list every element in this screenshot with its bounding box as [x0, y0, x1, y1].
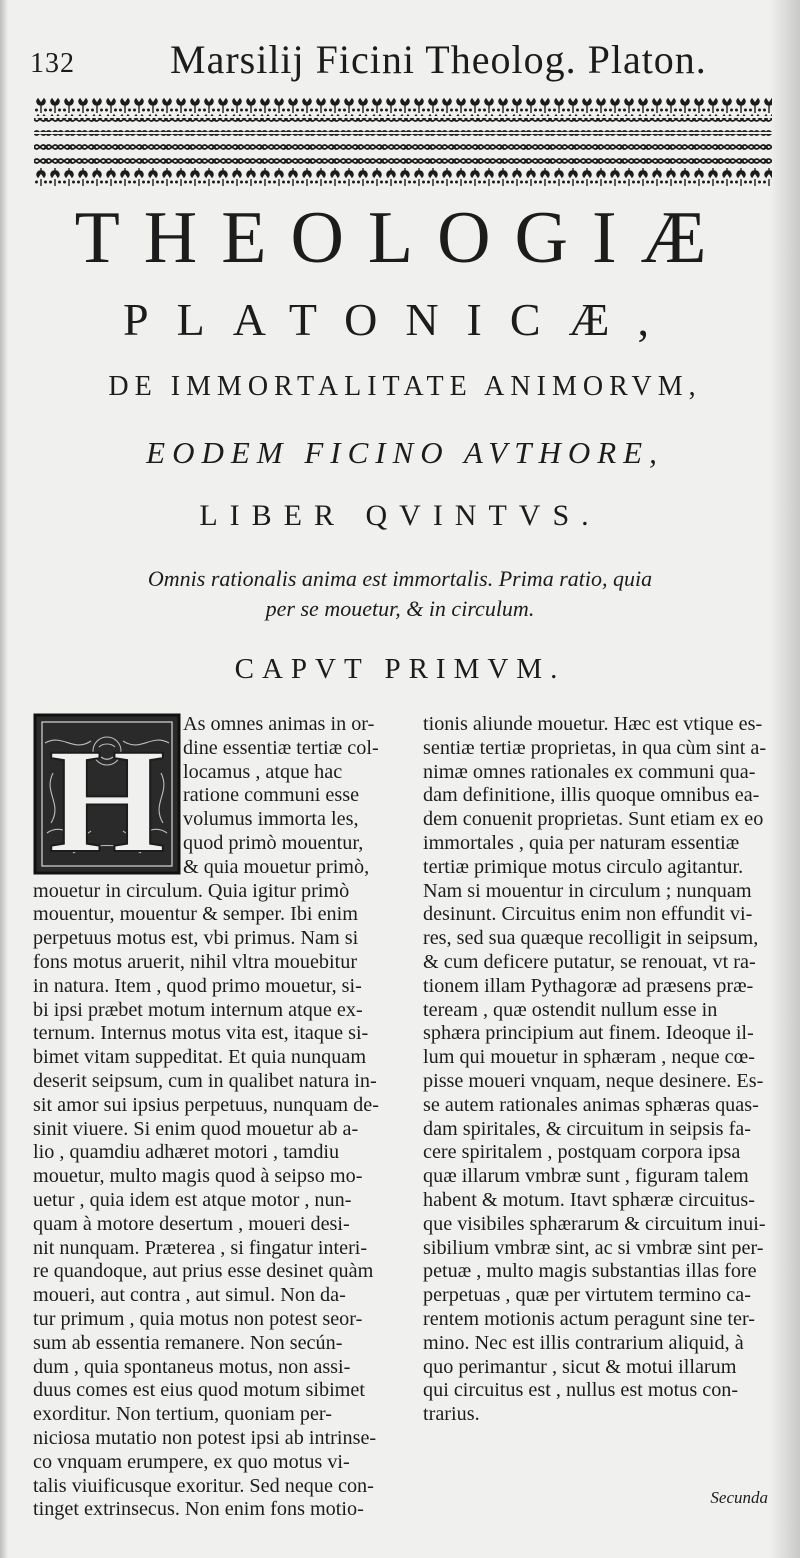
text-column-left — [33, 713, 399, 1522]
text-line: teream , quæ ostendit nullum esse in — [423, 998, 718, 1021]
text-line: quod primò mouentur, — [183, 831, 364, 854]
text-line: mino. Nec est illis contrarium aliquid, à — [423, 1331, 744, 1354]
text-line: sum ab essentia remanere. Non secún- — [33, 1331, 343, 1354]
text-line: mouetur in circulum. Quia igitur primò — [33, 879, 350, 902]
text-line: cere spiritalem , postquam corpora ipsa — [423, 1141, 741, 1164]
text-line: bimet vitam suppeditat. Et quia nunquam — [33, 1046, 367, 1069]
text-line: tionis aliunde mouetur. Hæc est vtique es- — [423, 713, 763, 735]
initial-letter: H — [48, 718, 166, 875]
text-line: uetur , quia idem est atque motor , nun- — [33, 1188, 352, 1211]
text-line: Nam si mouentur in circulum ; nunquam — [423, 879, 752, 902]
text-line: exorditur. Non tertium, quoniam per- — [33, 1403, 332, 1426]
summary-line: per se mouetur, & in circulum. — [265, 596, 535, 621]
chapter-summary — [100, 564, 700, 624]
text-line: sentiæ tertiæ proprietas, in qua cùm sint a- — [423, 736, 767, 759]
text-line: rentem motionis actum peragunt sine ter- — [423, 1307, 756, 1330]
text-line: bi ipsi præbet motum internum atque ex- — [33, 998, 363, 1021]
text-line: ternum. Internus motus vita est, itaque si- — [33, 1022, 369, 1045]
text-line: perpetuas , quæ per virtutem termino ca- — [423, 1284, 751, 1307]
title-line-book: LIBER QVINTVS. — [199, 499, 601, 532]
text-line: pisse moueri vnquam, neque desinere. Es- — [423, 1069, 764, 1092]
page-gutter-shadow — [0, 0, 8, 1558]
text-line: dam spiritales, & circuitum in seipsis fa- — [423, 1117, 751, 1140]
text-line: dum , quia spontaneus motus, non assi- — [33, 1355, 351, 1378]
catchword: Secunda — [710, 1488, 768, 1507]
text-line: sibilium vmbræ sint, ac si vmbræ sint per- — [423, 1236, 764, 1259]
text-line: co vnquam erumpere, ex quo motus vi- — [33, 1450, 350, 1473]
running-title: Marsilij Ficini Theolog. Platon. — [170, 37, 707, 82]
text-line: dam definitione, illis quoque omnibus ea- — [423, 784, 760, 807]
text-line: immortales , quia per naturam essentiæ — [423, 831, 740, 854]
text-line: tionem illam Pythagoræ ad præsens præ- — [423, 974, 754, 997]
text-line: volumus immorta les, — [183, 808, 359, 831]
text-line: As omnes animas in or- — [183, 713, 375, 735]
title-line-3: DE IMMORTALITATE ANIMORVM, — [108, 371, 702, 402]
text-column-right — [423, 713, 778, 1427]
text-line: petuæ , multo magis substantias illas fore — [423, 1260, 757, 1283]
text-line: res, sed sua quæque recolligit in seipsum, — [423, 927, 759, 950]
text-line: perpetuus motus est, vbi primus. Nam si — [33, 927, 359, 950]
text-line: nit nunquam. Præterea , si fingatur interi- — [33, 1236, 368, 1259]
text-line: fons motus aruerit, nihil vltra mouebitur — [33, 950, 358, 973]
text-line: nimæ omnes rationales ex communi qua- — [423, 760, 756, 783]
title-line-2: PLATONICÆ, — [123, 294, 677, 345]
ornament-band — [34, 98, 772, 188]
page-number: 132 — [30, 48, 75, 79]
text-line: deserit seipsum, cum in qualibet natura in- — [33, 1069, 377, 1092]
text-line: re quandoque, aut prius esse desinet quàm — [33, 1260, 374, 1283]
text-line: que visibiles sphærarum & circuitum inui- — [423, 1212, 766, 1235]
text-line: sinit viuere. Si enim quod mouetur ab a- — [33, 1117, 359, 1140]
text-line: talis viuificusque exoritur. Sed neque con- — [33, 1474, 374, 1497]
chapter-heading: CAPVT PRIMVM. — [234, 653, 566, 685]
title-line-author: EODEM FICINO AVTHORE, — [146, 435, 664, 470]
text-line: niciosa mutatio non potest ipsi ab intrinse- — [33, 1426, 377, 1449]
text-line: & cum deficere putatur, se renouat, vt ra- — [423, 950, 756, 973]
text-line: lio , quamdiu adhæret motori , tamdiu — [33, 1141, 340, 1164]
text-line: dine essentiæ tertiæ col- — [183, 736, 379, 759]
text-line: mouetur, multo magis quod à seipso mo- — [33, 1165, 363, 1188]
text-line: & quia mouetur primò, — [183, 855, 370, 878]
text-line: mouentur, mouentur & semper. Ibi enim — [33, 903, 358, 926]
text-line: trarius. — [423, 1403, 480, 1426]
text-line: desinunt. Circuitus enim non effundit vi- — [423, 903, 753, 926]
text-line: se autem rationales animas sphæras quas- — [423, 1093, 759, 1116]
text-line: sphæra principium aut finem. Ideoque il- — [423, 1022, 754, 1045]
text-line: tertiæ primique motus circulo agitantur. — [423, 855, 744, 878]
text-line: locamus , atque hac — [183, 760, 343, 783]
summary-line: Omnis rationalis anima est immortalis. Prima ratio, quia — [147, 566, 653, 591]
text-line: quæ illarum vmbræ sunt , figuram talem — [423, 1165, 749, 1188]
text-line: habent & motum. Itavt sphæræ circuitus- — [423, 1188, 755, 1211]
text-line: qui circuitus est , nullus est motus con- — [423, 1379, 739, 1402]
text-line: dem conuenit proprietas. Sunt etiam ex eo — [423, 808, 764, 831]
text-line: tinget extrinsecus. Non enim fons motio- — [33, 1498, 364, 1521]
text-line: duus comes est eius quod motum sibimet — [33, 1379, 365, 1402]
text-line: in natura. Item , quod primo mouetur, si- — [33, 974, 362, 997]
text-line: quo perimantur , sicut & motui illarum — [423, 1355, 737, 1378]
text-line: tur primum , quia motus non potest seor- — [33, 1307, 363, 1330]
text-line: lum qui mouetur in sphæram , neque cœ- — [423, 1046, 755, 1069]
text-line: quam à motore desertum , moueri desi- — [33, 1212, 350, 1235]
text-line: ratione communi esse — [183, 784, 360, 807]
title-line-1: THEOLOGIÆ — [74, 197, 731, 279]
text-line: sit amor sui ipsius perpetuus, nunquam de- — [33, 1093, 379, 1116]
text-line: moueri, aut contra , aut simul. Non da- — [33, 1284, 346, 1307]
running-head — [30, 30, 760, 90]
